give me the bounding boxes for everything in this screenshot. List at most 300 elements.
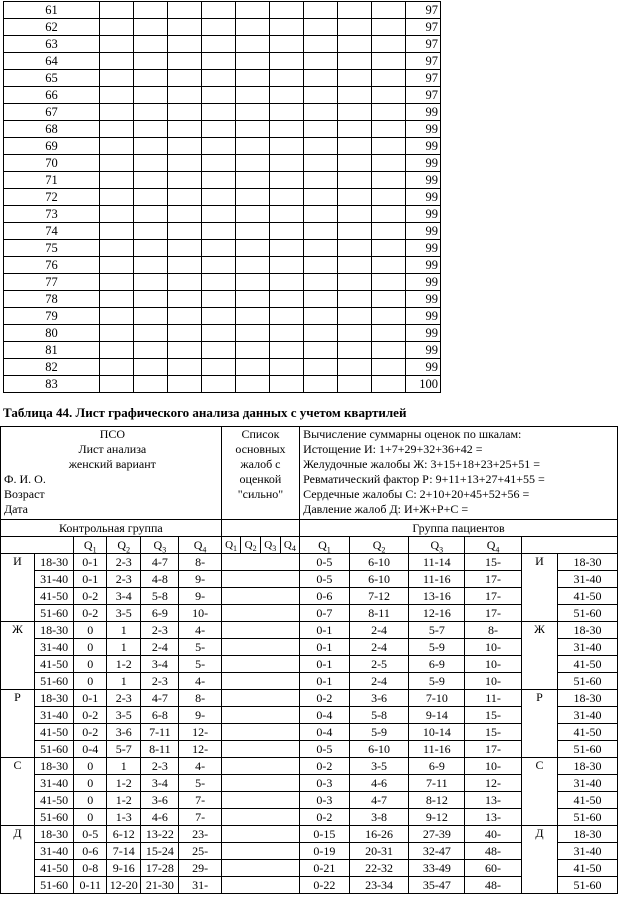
empty-cell bbox=[134, 189, 168, 206]
complaints-quartile-header: $Q_2$ bbox=[241, 537, 261, 554]
control-range-cell: 0-6 bbox=[74, 843, 107, 860]
empty-cell bbox=[202, 138, 236, 155]
age-cell: 41-50 bbox=[35, 860, 74, 877]
empty-cell bbox=[100, 206, 134, 223]
empty-cell bbox=[304, 172, 338, 189]
patient-range-cell: 0-1 bbox=[300, 656, 350, 673]
empty-cell bbox=[304, 70, 338, 87]
control-group-title: Контрольная группа bbox=[1, 520, 222, 537]
table-row bbox=[4, 325, 441, 342]
empty-cell bbox=[134, 291, 168, 308]
patient-range-cell: 0-21 bbox=[300, 860, 350, 877]
empty-cell bbox=[372, 70, 406, 87]
percentile-cell: 99 bbox=[406, 342, 441, 359]
empty-cell bbox=[202, 87, 236, 104]
patient-range-cell: 4-7 bbox=[349, 792, 409, 809]
empty-cell bbox=[338, 240, 372, 257]
patient-range-cell: 12- bbox=[465, 775, 522, 792]
empty-cell bbox=[270, 257, 304, 274]
header-row bbox=[1, 427, 618, 520]
row-number-cell: 79 bbox=[4, 308, 100, 325]
empty-cell bbox=[100, 223, 134, 240]
table-row bbox=[1, 690, 618, 707]
patient-range-cell: 12-16 bbox=[409, 605, 465, 622]
empty-cell bbox=[168, 376, 202, 393]
complaints-cell bbox=[221, 588, 299, 605]
empty-cell bbox=[338, 274, 372, 291]
control-range-cell: 3-5 bbox=[107, 605, 141, 622]
row-number-cell: 75 bbox=[4, 240, 100, 257]
empty-cell bbox=[236, 325, 270, 342]
patient-range-cell: 20-31 bbox=[349, 843, 409, 860]
control-range-cell: 1 bbox=[107, 673, 141, 690]
control-range-cell: 6-12 bbox=[107, 826, 141, 843]
control-range-cell: 4- bbox=[179, 758, 221, 775]
empty-cell bbox=[236, 223, 270, 240]
control-range-cell: 3-6 bbox=[107, 724, 141, 741]
age-cell: 18-30 bbox=[558, 622, 618, 639]
control-range-cell: 0-4 bbox=[74, 741, 107, 758]
empty-cell bbox=[270, 138, 304, 155]
age-cell: 51-60 bbox=[35, 605, 74, 622]
age-cell: 18-30 bbox=[35, 554, 74, 571]
empty-cell bbox=[134, 223, 168, 240]
empty-cell bbox=[100, 87, 134, 104]
control-range-cell: 0-2 bbox=[74, 605, 107, 622]
empty-cell bbox=[304, 325, 338, 342]
control-range-cell: 4- bbox=[179, 673, 221, 690]
empty-cell bbox=[134, 70, 168, 87]
empty-cell bbox=[236, 240, 270, 257]
row-number-cell: 68 bbox=[4, 121, 100, 138]
patient-range-cell: 7-11 bbox=[409, 775, 465, 792]
scale-label-cell: С bbox=[1, 758, 35, 826]
empty-cell bbox=[372, 308, 406, 325]
control-range-cell: 6-9 bbox=[141, 605, 179, 622]
patient-range-cell: 5-9 bbox=[409, 639, 465, 656]
control-range-cell: 5- bbox=[179, 656, 221, 673]
age-cell: 31-40 bbox=[558, 571, 618, 588]
empty-cell bbox=[168, 291, 202, 308]
control-range-cell: 3-4 bbox=[107, 588, 141, 605]
sheet-title: Лист анализа bbox=[78, 442, 147, 456]
patient-range-cell: 6-10 bbox=[349, 741, 409, 758]
group-title-row bbox=[1, 520, 618, 537]
age-cell: 51-60 bbox=[558, 741, 618, 758]
control-range-cell: 7- bbox=[179, 792, 221, 809]
complaints-cell bbox=[221, 843, 299, 860]
age-cell: 18-30 bbox=[558, 758, 618, 775]
empty-cell bbox=[372, 291, 406, 308]
control-range-cell: 0-2 bbox=[74, 588, 107, 605]
empty-cell bbox=[236, 19, 270, 36]
empty-cell bbox=[270, 291, 304, 308]
patient-range-cell: 2-5 bbox=[349, 656, 409, 673]
control-range-cell: 10- bbox=[179, 605, 221, 622]
empty-cell bbox=[270, 104, 304, 121]
patient-range-cell: 2-4 bbox=[349, 673, 409, 690]
empty-cell bbox=[202, 155, 236, 172]
empty-cell bbox=[100, 291, 134, 308]
empty-cell bbox=[134, 121, 168, 138]
percentile-cell: 97 bbox=[406, 53, 441, 70]
table-row bbox=[4, 104, 441, 121]
scale-label-cell: С bbox=[521, 758, 557, 826]
empty-cell bbox=[236, 172, 270, 189]
patient-range-cell: 0-19 bbox=[300, 843, 350, 860]
empty-cell bbox=[304, 2, 338, 19]
control-range-cell: 3-6 bbox=[141, 792, 179, 809]
empty-cell bbox=[100, 342, 134, 359]
percentile-cell: 99 bbox=[406, 359, 441, 376]
table-row bbox=[4, 257, 441, 274]
empty-cell bbox=[270, 308, 304, 325]
empty-cell bbox=[100, 240, 134, 257]
empty-cell bbox=[236, 291, 270, 308]
complaints-cell bbox=[221, 877, 299, 894]
empty-cell bbox=[338, 172, 372, 189]
control-range-cell: 0-2 bbox=[74, 707, 107, 724]
control-range-cell: 4-7 bbox=[141, 690, 179, 707]
control-range-cell: 3-5 bbox=[107, 707, 141, 724]
empty-cell bbox=[236, 206, 270, 223]
patient-range-cell: 17- bbox=[465, 605, 522, 622]
empty-cell bbox=[168, 53, 202, 70]
empty-cell bbox=[304, 104, 338, 121]
empty-cell bbox=[270, 87, 304, 104]
control-range-cell: 15-24 bbox=[141, 843, 179, 860]
patient-range-cell: 32-47 bbox=[409, 843, 465, 860]
control-range-cell: 2-3 bbox=[141, 758, 179, 775]
control-range-cell: 5-7 bbox=[107, 741, 141, 758]
control-range-cell: 9-16 bbox=[107, 860, 141, 877]
age-cell: 41-50 bbox=[35, 792, 74, 809]
empty-cell bbox=[372, 104, 406, 121]
percentile-cell: 99 bbox=[406, 291, 441, 308]
patient-range-cell: 0-1 bbox=[300, 639, 350, 656]
empty-cell bbox=[270, 240, 304, 257]
control-range-cell: 1-3 bbox=[107, 809, 141, 826]
empty-cell bbox=[372, 189, 406, 206]
row-number-cell: 67 bbox=[4, 104, 100, 121]
empty-cell bbox=[202, 104, 236, 121]
empty-cell bbox=[202, 240, 236, 257]
age-cell: 18-30 bbox=[35, 826, 74, 843]
age-cell: 51-60 bbox=[558, 605, 618, 622]
row-number-cell: 66 bbox=[4, 87, 100, 104]
patient-range-cell: 33-49 bbox=[409, 860, 465, 877]
empty-cell bbox=[338, 53, 372, 70]
control-range-cell: 4- bbox=[179, 622, 221, 639]
empty-cell bbox=[372, 138, 406, 155]
control-range-cell: 0 bbox=[74, 673, 107, 690]
empty-cell bbox=[338, 155, 372, 172]
patient-range-cell: 0-4 bbox=[300, 707, 350, 724]
control-range-cell: 1-2 bbox=[107, 656, 141, 673]
empty-cell bbox=[168, 342, 202, 359]
empty-cell bbox=[168, 87, 202, 104]
complaints-cell bbox=[221, 690, 299, 707]
empty-cell bbox=[168, 274, 202, 291]
row-number-cell: 80 bbox=[4, 325, 100, 342]
quartile-header-row bbox=[1, 537, 618, 554]
patient-range-cell: 8- bbox=[465, 622, 522, 639]
table-row bbox=[4, 155, 441, 172]
patient-range-cell: 0-2 bbox=[300, 809, 350, 826]
empty-cell bbox=[202, 36, 236, 53]
empty-cell bbox=[168, 155, 202, 172]
control-range-cell: 2-3 bbox=[107, 554, 141, 571]
empty-cell bbox=[338, 376, 372, 393]
empty-cell bbox=[100, 104, 134, 121]
patient-range-cell: 0-1 bbox=[300, 622, 350, 639]
table-row bbox=[4, 308, 441, 325]
empty-cell bbox=[338, 342, 372, 359]
complaints-line: "сильно" bbox=[237, 487, 284, 501]
age-cell: 18-30 bbox=[558, 826, 618, 843]
complaints-quartile-header: $Q_4$ bbox=[280, 537, 300, 554]
control-range-cell: 23- bbox=[179, 826, 221, 843]
empty-cell bbox=[304, 257, 338, 274]
patient-range-cell: 5-9 bbox=[349, 724, 409, 741]
empty-cell bbox=[202, 206, 236, 223]
patient-range-cell: 8-12 bbox=[409, 792, 465, 809]
control-range-cell: 29- bbox=[179, 860, 221, 877]
patient-range-cell: 60- bbox=[465, 860, 522, 877]
row-number-cell: 82 bbox=[4, 359, 100, 376]
empty-cell bbox=[236, 138, 270, 155]
empty-cell bbox=[372, 342, 406, 359]
table-row bbox=[4, 87, 441, 104]
table-row bbox=[1, 554, 618, 571]
patient-range-cell: 15- bbox=[465, 707, 522, 724]
control-range-cell: 8- bbox=[179, 554, 221, 571]
empty-cell bbox=[100, 70, 134, 87]
pso-title: ПСО bbox=[99, 427, 126, 441]
empty-cell bbox=[372, 206, 406, 223]
age-cell: 41-50 bbox=[558, 588, 618, 605]
empty-cell bbox=[202, 376, 236, 393]
empty-cell bbox=[372, 376, 406, 393]
control-range-cell: 0 bbox=[74, 656, 107, 673]
empty-cell bbox=[100, 274, 134, 291]
age-cell: 41-50 bbox=[35, 656, 74, 673]
empty-cell bbox=[236, 189, 270, 206]
scale-label-cell: Д bbox=[521, 826, 557, 894]
control-quartile-header: $Q_4$ bbox=[179, 537, 221, 554]
complaints-line: Список bbox=[241, 427, 280, 441]
control-range-cell: 25- bbox=[179, 843, 221, 860]
percentile-cell: 97 bbox=[406, 19, 441, 36]
empty-cell bbox=[168, 2, 202, 19]
empty-cell bbox=[168, 104, 202, 121]
percentile-cell: 97 bbox=[406, 70, 441, 87]
empty-cell bbox=[100, 189, 134, 206]
patient-range-cell: 4-6 bbox=[349, 775, 409, 792]
control-range-cell: 12- bbox=[179, 724, 221, 741]
patient-range-cell: 0-2 bbox=[300, 690, 350, 707]
control-range-cell: 0-2 bbox=[74, 724, 107, 741]
control-range-cell: 2-3 bbox=[107, 690, 141, 707]
complaints-cell bbox=[221, 673, 299, 690]
patient-range-cell: 11- bbox=[465, 690, 522, 707]
control-range-cell: 0-8 bbox=[74, 860, 107, 877]
control-range-cell: 6-8 bbox=[141, 707, 179, 724]
table-row bbox=[4, 172, 441, 189]
control-range-cell: 1-2 bbox=[107, 792, 141, 809]
patient-range-cell: 11-14 bbox=[409, 554, 465, 571]
empty-cell bbox=[338, 87, 372, 104]
empty-cell bbox=[100, 325, 134, 342]
table-row bbox=[4, 121, 441, 138]
patient-range-cell: 0-5 bbox=[300, 741, 350, 758]
complaints-cell bbox=[221, 826, 299, 843]
empty-cell bbox=[304, 53, 338, 70]
empty-cell bbox=[168, 257, 202, 274]
empty-cell bbox=[168, 172, 202, 189]
complaints-cell bbox=[221, 554, 299, 571]
complaints-cell bbox=[221, 860, 299, 877]
empty-cell bbox=[100, 138, 134, 155]
table-row bbox=[4, 240, 441, 257]
empty-cell bbox=[372, 87, 406, 104]
table-row bbox=[4, 206, 441, 223]
empty-cell bbox=[134, 359, 168, 376]
empty-cell bbox=[168, 325, 202, 342]
patient-range-cell: 10- bbox=[465, 639, 522, 656]
empty-cell bbox=[372, 121, 406, 138]
control-range-cell: 8-11 bbox=[141, 741, 179, 758]
empty-cell bbox=[304, 376, 338, 393]
table-row bbox=[4, 19, 441, 36]
empty-cell bbox=[304, 36, 338, 53]
table-row bbox=[4, 274, 441, 291]
empty-cell bbox=[304, 138, 338, 155]
control-quartile-header: $Q_2$ bbox=[107, 537, 141, 554]
row-number-cell: 61 bbox=[4, 2, 100, 19]
percentile-cell: 99 bbox=[406, 189, 441, 206]
percentile-cell: 99 bbox=[406, 172, 441, 189]
control-range-cell: 5- bbox=[179, 639, 221, 656]
empty-cell bbox=[270, 359, 304, 376]
table-row bbox=[4, 53, 441, 70]
empty-cell bbox=[100, 53, 134, 70]
empty-cell bbox=[270, 2, 304, 19]
empty-cell bbox=[270, 19, 304, 36]
control-range-cell: 0-1 bbox=[74, 690, 107, 707]
control-range-cell: 2-3 bbox=[141, 622, 179, 639]
row-number-cell: 72 bbox=[4, 189, 100, 206]
empty-cell bbox=[338, 223, 372, 240]
empty-cell bbox=[236, 121, 270, 138]
control-range-cell: 3-4 bbox=[141, 775, 179, 792]
empty-cell bbox=[304, 206, 338, 223]
age-cell: 18-30 bbox=[35, 622, 74, 639]
empty-cell bbox=[168, 240, 202, 257]
patient-range-cell: 17- bbox=[465, 588, 522, 605]
empty-cell bbox=[304, 19, 338, 36]
empty-cell bbox=[100, 359, 134, 376]
empty-cell bbox=[202, 172, 236, 189]
patient-range-cell: 13- bbox=[465, 792, 522, 809]
patient-range-cell: 7-10 bbox=[409, 690, 465, 707]
complaints-cell bbox=[221, 792, 299, 809]
patient-range-cell: 15- bbox=[465, 554, 522, 571]
patient-range-cell: 8-11 bbox=[349, 605, 409, 622]
empty-cell bbox=[202, 257, 236, 274]
age-cell: 18-30 bbox=[558, 554, 618, 571]
date-label: Дата bbox=[4, 502, 28, 516]
empty-cell bbox=[270, 53, 304, 70]
percentile-cell: 99 bbox=[406, 138, 441, 155]
complaints-cell bbox=[221, 707, 299, 724]
empty-cell bbox=[270, 121, 304, 138]
control-range-cell: 4-6 bbox=[141, 809, 179, 826]
empty-cell bbox=[372, 53, 406, 70]
patient-range-cell: 0-7 bbox=[300, 605, 350, 622]
control-range-cell: 9- bbox=[179, 707, 221, 724]
empty-cell bbox=[236, 257, 270, 274]
patient-range-cell: 0-5 bbox=[300, 571, 350, 588]
complaints-quartile-header: $Q_1$ bbox=[221, 537, 241, 554]
complaints-cell bbox=[221, 571, 299, 588]
empty-cell bbox=[304, 240, 338, 257]
empty-cell bbox=[372, 325, 406, 342]
patient-range-cell: 3-5 bbox=[349, 758, 409, 775]
complaints-line: основных bbox=[235, 442, 286, 456]
control-range-cell: 0 bbox=[74, 639, 107, 656]
patient-range-cell: 3-6 bbox=[349, 690, 409, 707]
row-number-cell: 69 bbox=[4, 138, 100, 155]
patient-range-cell: 6-9 bbox=[409, 656, 465, 673]
patient-range-cell: 11-16 bbox=[409, 571, 465, 588]
row-number-cell: 64 bbox=[4, 53, 100, 70]
patient-range-cell: 0-22 bbox=[300, 877, 350, 894]
fio-label: Ф. И. О. bbox=[4, 472, 46, 486]
row-number-cell: 70 bbox=[4, 155, 100, 172]
patient-range-cell: 5-7 bbox=[409, 622, 465, 639]
empty-cell bbox=[236, 359, 270, 376]
empty-cell bbox=[168, 138, 202, 155]
empty-cell bbox=[338, 138, 372, 155]
table-row bbox=[4, 36, 441, 53]
empty-cell bbox=[270, 274, 304, 291]
empty-cell bbox=[134, 138, 168, 155]
empty-cell bbox=[168, 206, 202, 223]
percentile-cell: 99 bbox=[406, 274, 441, 291]
empty-cell bbox=[221, 520, 299, 537]
empty-cell bbox=[338, 104, 372, 121]
control-quartile-header: $Q_1$ bbox=[74, 537, 107, 554]
row-number-cell: 63 bbox=[4, 36, 100, 53]
empty-cell bbox=[372, 155, 406, 172]
age-cell: 51-60 bbox=[35, 673, 74, 690]
complaints-cell bbox=[221, 622, 299, 639]
patient-range-cell: 9-12 bbox=[409, 809, 465, 826]
patient-range-cell: 10-14 bbox=[409, 724, 465, 741]
empty-cell bbox=[134, 87, 168, 104]
empty-cell bbox=[270, 376, 304, 393]
patient-range-cell: 35-47 bbox=[409, 877, 465, 894]
empty-cell bbox=[202, 291, 236, 308]
control-range-cell: 4-8 bbox=[141, 571, 179, 588]
age-cell: 18-30 bbox=[35, 758, 74, 775]
patient-range-cell: 0-5 bbox=[300, 554, 350, 571]
scale-label-cell: Ж bbox=[1, 622, 35, 690]
control-range-cell: 5- bbox=[179, 775, 221, 792]
control-range-cell: 2-4 bbox=[141, 639, 179, 656]
control-range-cell: 0 bbox=[74, 758, 107, 775]
